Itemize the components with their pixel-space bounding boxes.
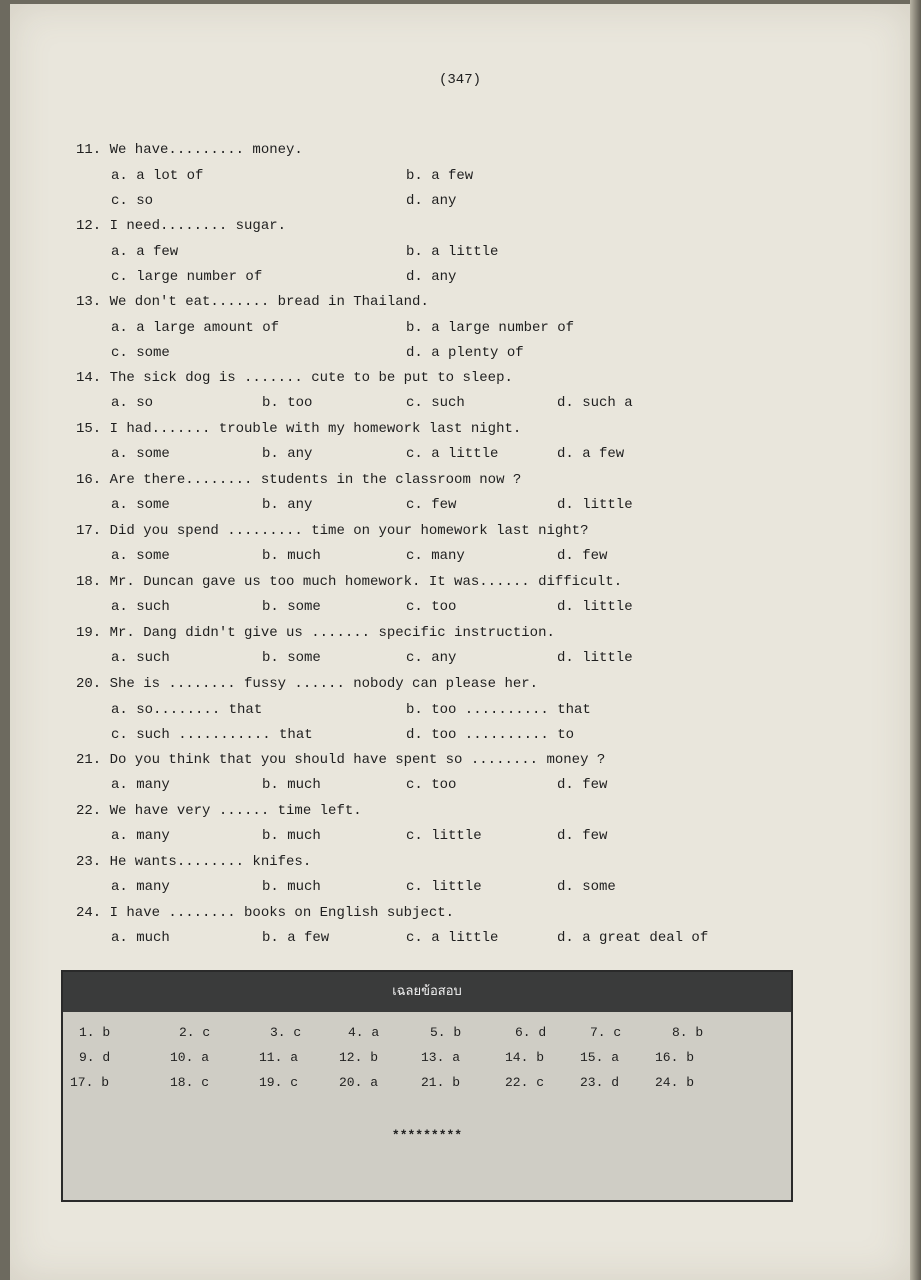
question-stem: 13. We don't eat....... bread in Thailand. (76, 294, 429, 310)
option-a: a. so........ that (111, 702, 263, 718)
option-c: c. such ........... that (111, 727, 313, 743)
question-stem: 23. He wants........ knifes. (76, 854, 312, 870)
question-stem: 15. I had....... trouble with my homework last night. (76, 421, 522, 437)
option-c: c. large number of (111, 269, 263, 285)
option-d: d. little (557, 650, 633, 666)
question-17 (10, 523, 910, 574)
question-20 (10, 676, 910, 752)
question-18 (10, 574, 910, 625)
answer-item: 1. b (79, 1025, 111, 1040)
question-stem: 21. Do you think that you should have spent so ........ money ? (76, 752, 606, 768)
answer-item: 22. c (505, 1075, 545, 1090)
option-c: c. too (406, 599, 457, 615)
option-d: d. few (557, 548, 608, 564)
question-15 (10, 421, 910, 472)
answer-row (63, 1025, 791, 1050)
question-list (10, 142, 910, 956)
answer-item: 5. b (430, 1025, 462, 1040)
option-a: a. many (111, 828, 170, 844)
option-a: a. many (111, 777, 170, 793)
option-d: d. any (406, 269, 457, 285)
option-a: a. many (111, 879, 170, 895)
page-number: (347) (438, 72, 481, 88)
option-a: a. some (111, 548, 170, 564)
answer-key-rows (63, 1012, 791, 1100)
option-c: c. little (406, 828, 482, 844)
answer-item: 17. b (70, 1075, 110, 1090)
option-d: d. a plenty of (406, 345, 524, 361)
question-stem: 17. Did you spend ......... time on your homework last night? (76, 523, 589, 539)
answer-item: 7. c (590, 1025, 622, 1040)
option-b: b. a few (406, 168, 474, 184)
option-d: d. little (557, 599, 633, 615)
option-b: b. much (262, 777, 321, 793)
answer-item: 11. a (259, 1050, 299, 1065)
option-b: b. too .......... that (406, 702, 591, 718)
question-21 (10, 752, 910, 803)
question-stem: 11. We have......... money. (76, 142, 303, 158)
option-d: d. such a (557, 395, 633, 411)
question-stem: 20. She is ........ fussy ...... nobody can please her. (76, 676, 539, 692)
option-b: b. any (262, 497, 313, 513)
option-d: d. any (406, 193, 457, 209)
option-a: a. some (111, 446, 170, 462)
option-b: b. much (262, 828, 321, 844)
option-b: b. some (262, 650, 321, 666)
option-d: d. a few (557, 446, 625, 462)
answer-row (63, 1050, 791, 1075)
answer-item: 24. b (655, 1075, 695, 1090)
option-b: b. any (262, 446, 313, 462)
option-c: c. so (111, 193, 154, 209)
answer-item: 4. a (348, 1025, 380, 1040)
question-13 (10, 294, 910, 370)
answer-item: 18. c (170, 1075, 210, 1090)
option-d: d. too .......... to (406, 727, 575, 743)
option-d: d. a great deal of (557, 930, 709, 946)
answer-item: 19. c (259, 1075, 299, 1090)
option-a: a. a few (111, 244, 179, 260)
option-d: d. little (557, 497, 633, 513)
option-c: c. too (406, 777, 457, 793)
option-b: b. too (262, 395, 313, 411)
option-c: c. few (406, 497, 457, 513)
question-24 (10, 905, 910, 956)
answer-item: 20. a (339, 1075, 379, 1090)
option-b: b. much (262, 879, 321, 895)
question-stem: 14. The sick dog is ....... cute to be put to sleep. (76, 370, 513, 386)
question-22 (10, 803, 910, 854)
answer-item: 16. b (655, 1050, 695, 1065)
question-11 (10, 142, 910, 218)
question-stem: 22. We have very ...... time left. (76, 803, 362, 819)
exam-page (10, 4, 910, 1280)
question-stem: 19. Mr. Dang didn't give us ....... specific instruction. (76, 625, 555, 641)
option-a: a. so (111, 395, 154, 411)
option-d: d. few (557, 828, 608, 844)
question-12 (10, 218, 910, 294)
question-23 (10, 854, 910, 905)
answer-item: 12. b (339, 1050, 379, 1065)
answer-key-title: เฉลยข้อสอบ (63, 972, 791, 1012)
answer-item: 2. c (179, 1025, 211, 1040)
answer-item: 8. b (672, 1025, 704, 1040)
option-c: c. any (406, 650, 457, 666)
option-b: b. a few (262, 930, 330, 946)
option-b: b. some (262, 599, 321, 615)
answer-item: 3. c (270, 1025, 302, 1040)
answer-item: 14. b (505, 1050, 545, 1065)
option-d: d. few (557, 777, 608, 793)
question-14 (10, 370, 910, 421)
option-c: c. a little (406, 930, 499, 946)
answer-item: 15. a (580, 1050, 620, 1065)
question-19 (10, 625, 910, 676)
option-a: a. such (111, 650, 170, 666)
answer-item: 21. b (421, 1075, 461, 1090)
option-c: c. many (406, 548, 465, 564)
option-c: c. some (111, 345, 170, 361)
question-stem: 12. I need........ sugar. (76, 218, 287, 234)
option-d: d. some (557, 879, 616, 895)
answer-item: 6. d (515, 1025, 547, 1040)
option-a: a. a lot of (111, 168, 204, 184)
option-a: a. much (111, 930, 170, 946)
answer-item: 10. a (170, 1050, 210, 1065)
option-c: c. a little (406, 446, 499, 462)
option-b: b. a little (406, 244, 499, 260)
option-a: a. some (111, 497, 170, 513)
answer-item: 9. d (79, 1050, 111, 1065)
answer-item: 23. d (580, 1075, 620, 1090)
end-marker: ********* (391, 1128, 463, 1143)
option-c: c. such (406, 395, 465, 411)
option-b: b. a large number of (406, 320, 575, 336)
question-stem: 24. I have ........ books on English subject. (76, 905, 455, 921)
option-b: b. much (262, 548, 321, 564)
answer-row (63, 1075, 791, 1100)
option-a: a. such (111, 599, 170, 615)
page-edge (910, 0, 921, 1280)
option-a: a. a large amount of (111, 320, 280, 336)
question-stem: 18. Mr. Duncan gave us too much homework. It was...... difficult. (76, 574, 623, 590)
question-16 (10, 472, 910, 523)
option-c: c. little (406, 879, 482, 895)
answer-key-box (61, 970, 793, 1202)
answer-item: 13. a (421, 1050, 461, 1065)
question-stem: 16. Are there........ students in the classroom now ? (76, 472, 522, 488)
